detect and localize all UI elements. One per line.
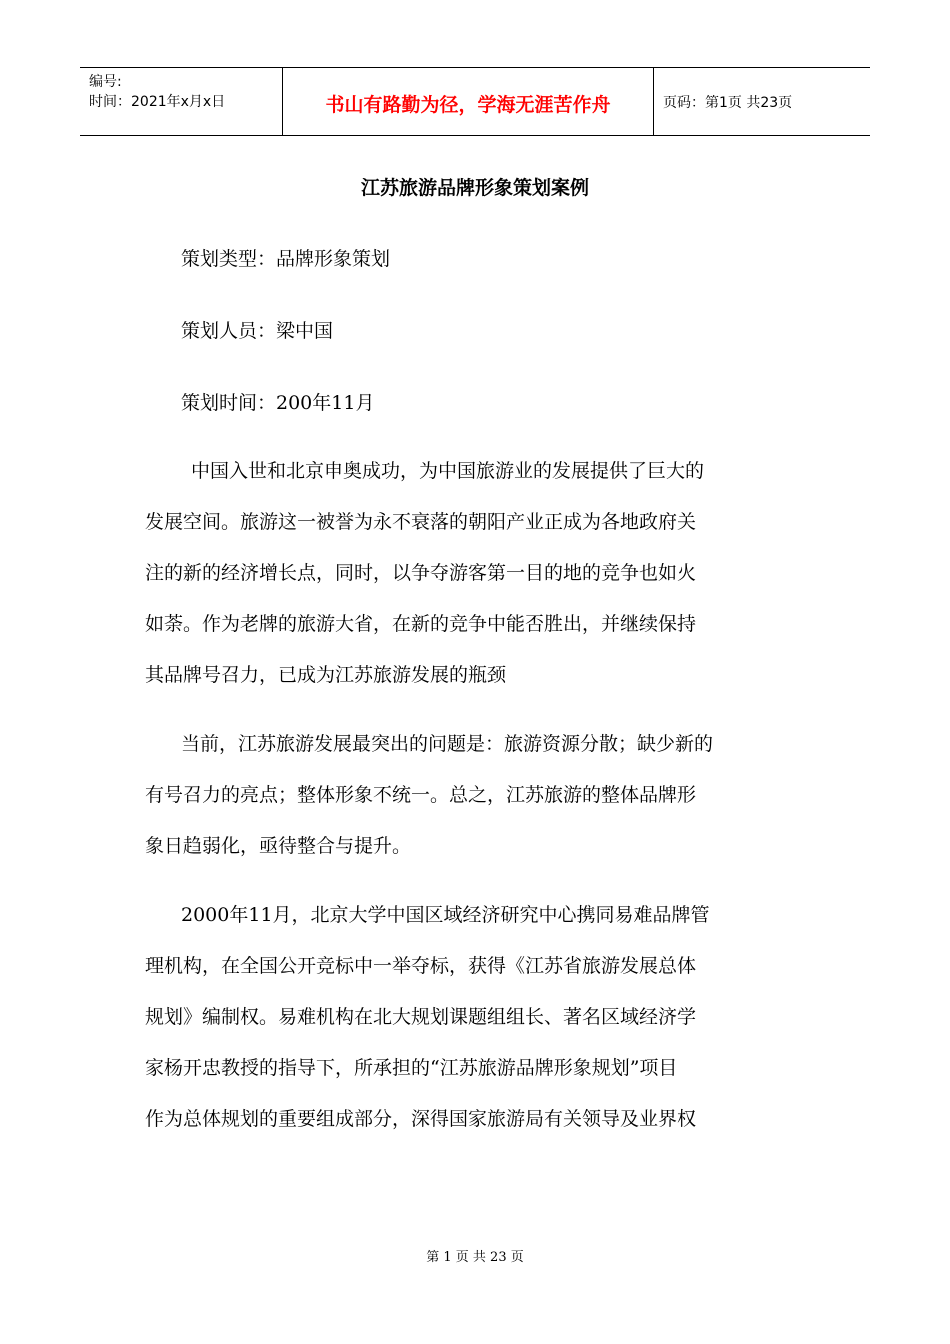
paragraph-line: 作为总体规划的重要组成部分，深得国家旅游局有关领导及业界权 xyxy=(145,1108,697,1130)
paragraph-line: 中国入世和北京申奥成功，为中国旅游业的发展提供了巨大的 xyxy=(191,460,705,482)
paragraph-line: 家杨开忠教授的指导下，所承担的“江苏旅游品牌形象规划”项目 xyxy=(145,1057,678,1079)
header-left-cell xyxy=(80,68,283,135)
meta-time: 策划时间：200年11月 xyxy=(181,392,375,414)
header-motto: 书山有路勤为径，学海无涯苦作舟 xyxy=(283,68,654,135)
paragraph-line: 其品牌号召力，已成为江苏旅游发展的瓶颈 xyxy=(145,664,507,686)
header-page-info: 页码：第1页 共23页 xyxy=(663,94,793,111)
document-number-label: 编号: xyxy=(89,74,122,90)
paragraph-line: 发展空间。旅游这一被誉为永不衰落的朝阳产业正成为各地政府关 xyxy=(145,511,697,533)
page-footer: 第 1 页 共 23 页 xyxy=(426,1250,524,1265)
paragraph-1 xyxy=(145,446,815,701)
document-time-label: 时间：2021年x月x日 xyxy=(89,94,226,110)
paragraph-line: 注的新的经济增长点，同时，以争夺游客第一目的地的竞争也如火 xyxy=(145,562,697,584)
paragraph-3 xyxy=(145,890,815,1145)
paragraph-line: 理机构，在全国公开竞标中一举夺标，获得《江苏省旅游发展总体 xyxy=(145,955,697,977)
meta-type: 策划类型：品牌形象策划 xyxy=(181,248,391,270)
document-title: 江苏旅游品牌形象策划案例 xyxy=(360,177,589,199)
paragraph-line: 如荼。作为老牌的旅游大省，在新的竞争中能否胜出，并继续保持 xyxy=(145,613,697,635)
paragraph-line: 当前，江苏旅游发展最突出的问题是：旅游资源分散；缺少新的 xyxy=(181,733,714,755)
paragraph-line: 象日趋弱化，亟待整合与提升。 xyxy=(145,835,412,857)
header-table xyxy=(80,67,870,136)
paragraph-line: 规划》编制权。易难机构在北大规划课题组组长、著名区域经济学 xyxy=(145,1006,697,1028)
paragraph-2 xyxy=(145,719,815,872)
paragraph-line: 有号召力的亮点；整体形象不统一。总之，江苏旅游的整体品牌形 xyxy=(145,784,697,806)
paragraph-line: 2000年11月，北京大学中国区域经济研究中心携同易难品牌管 xyxy=(181,904,710,926)
meta-person: 策划人员：梁中国 xyxy=(181,320,334,342)
